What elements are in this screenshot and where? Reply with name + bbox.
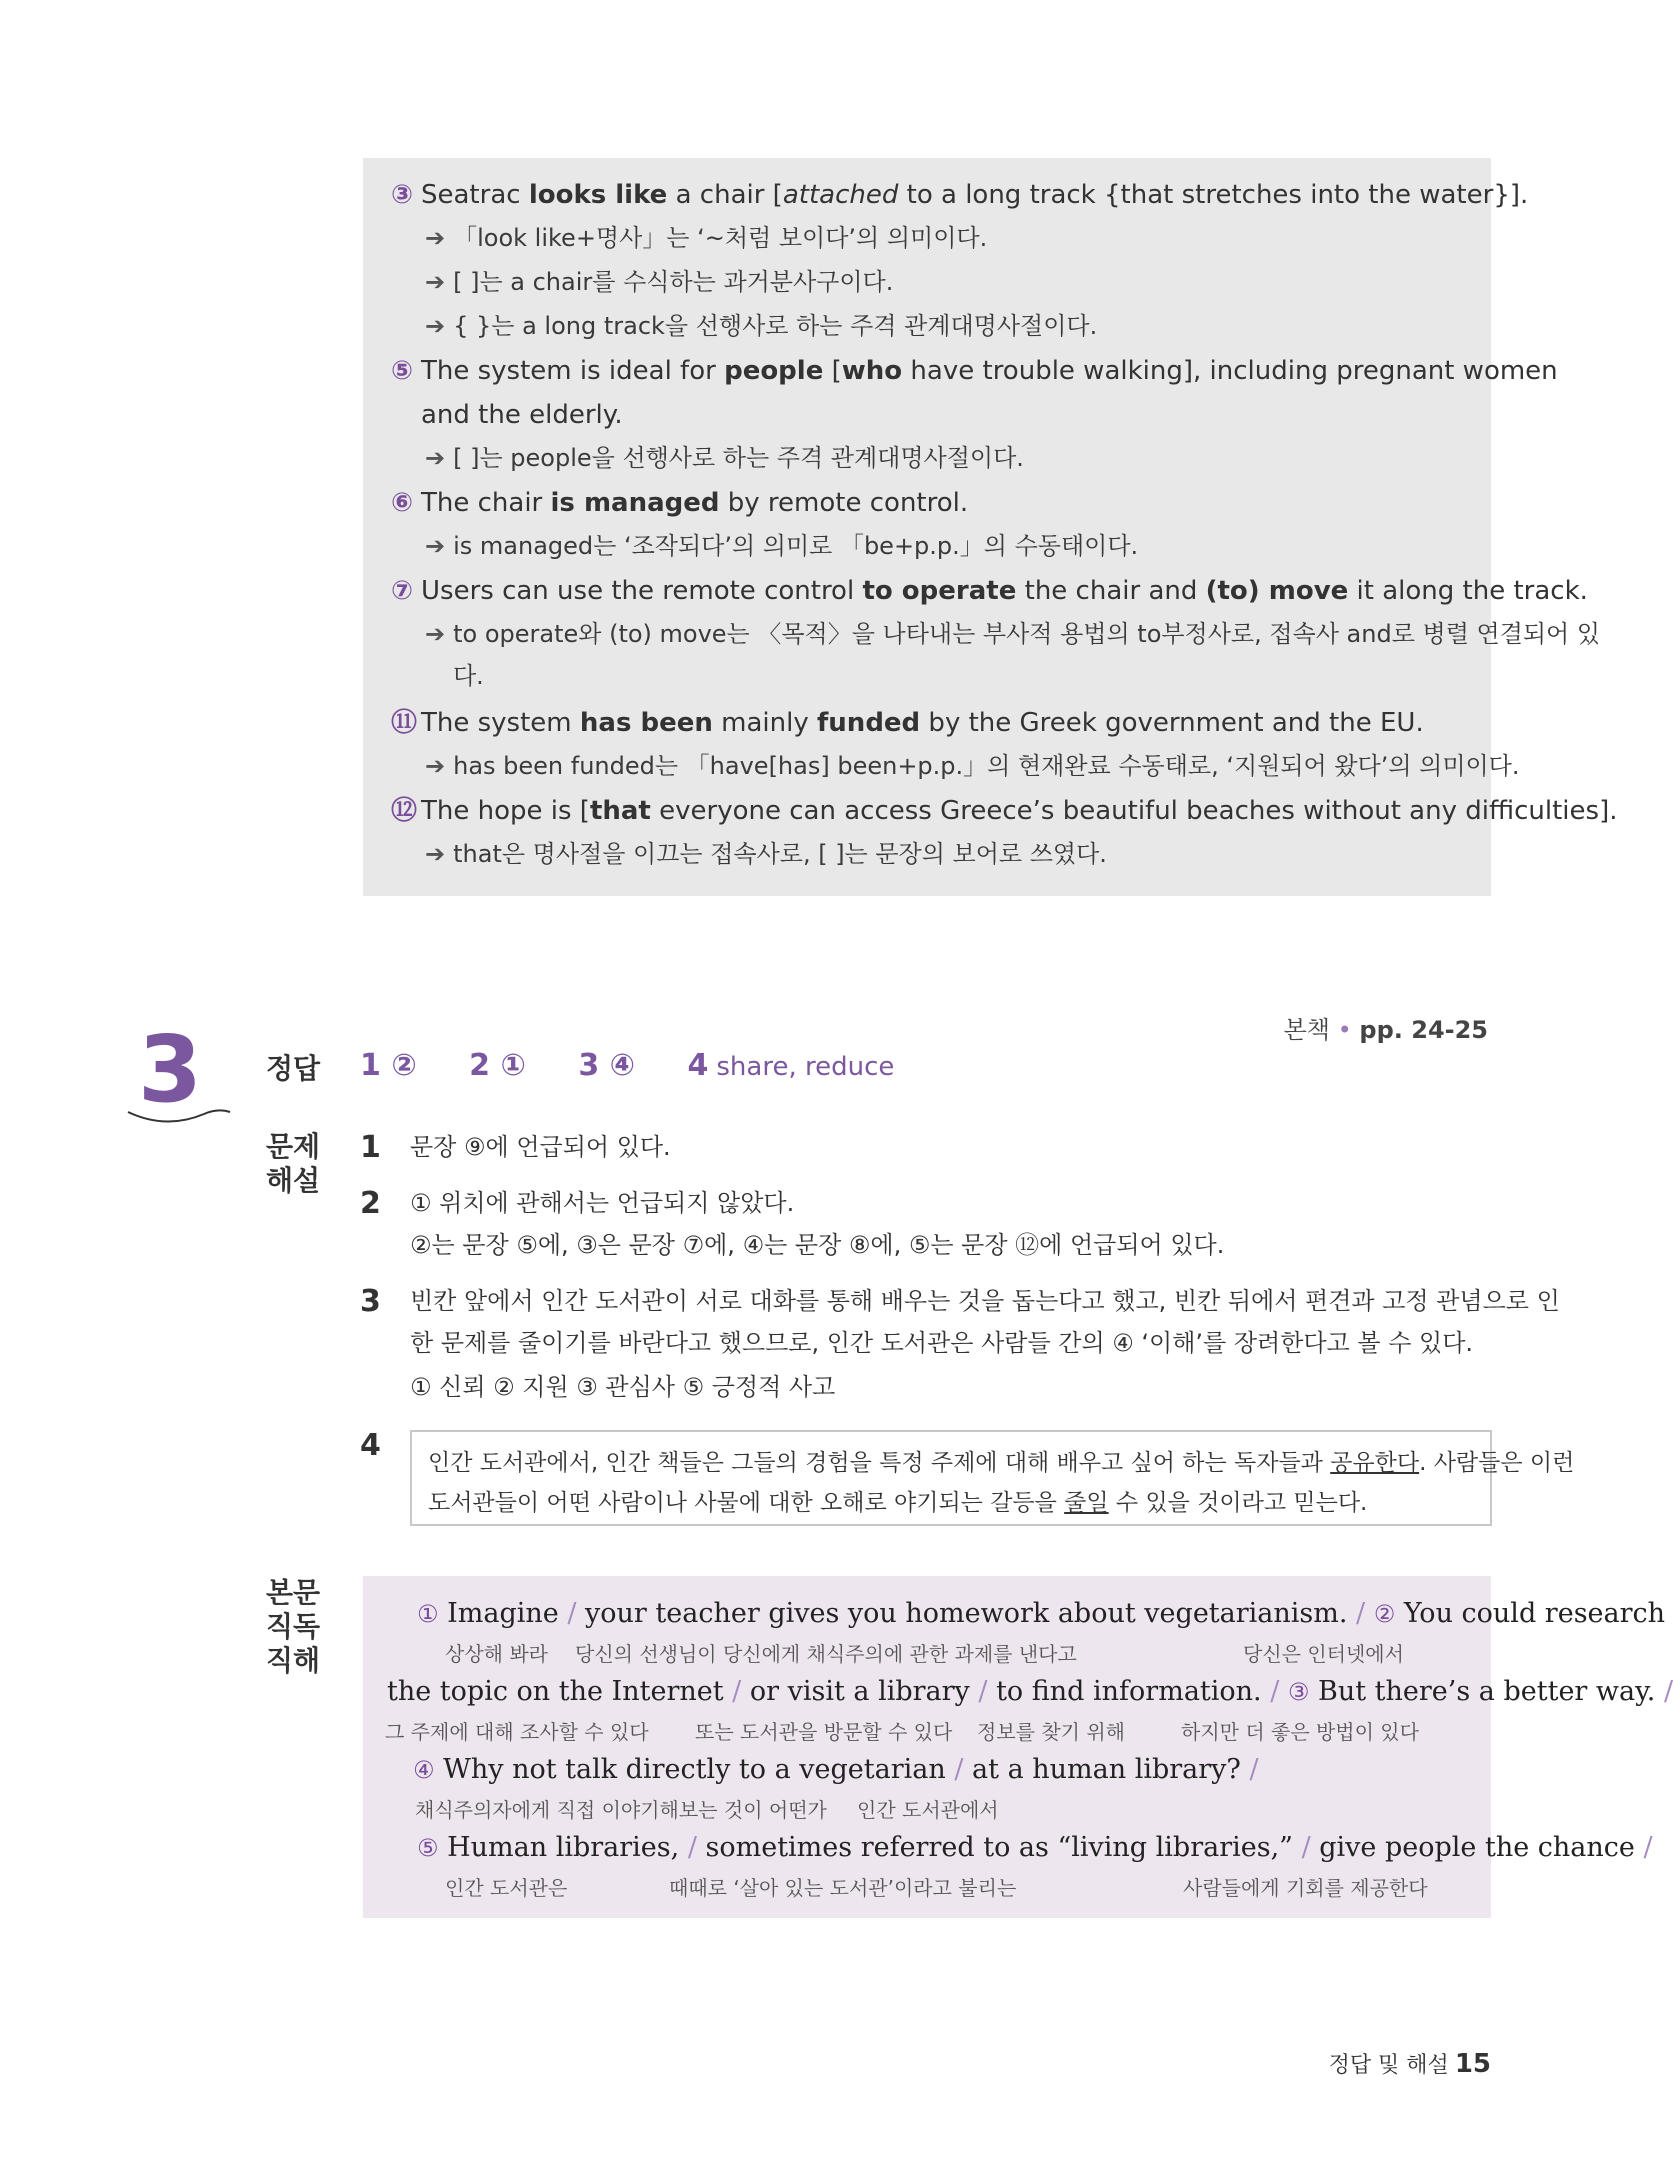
grammar-note: ➔ to operate와 (to) move는 〈목적〉을 나타내는 부사적 용법의 to부정사로, 접속사 and로 병렬 연결되어 있: [425, 620, 1601, 648]
reading-label: 본문 직독 직해: [266, 1576, 321, 1677]
gloss-text: 인간 도서관은: [445, 1876, 568, 1900]
arrow-icon: ➔: [425, 532, 446, 560]
reading-line: the topic on the Internet / or visit a library / to find information. / ③ But there’s a better way. /: [387, 1676, 1673, 1707]
summary-answer-box: [410, 1430, 1575, 1526]
reading-line: ⑤ Human libraries, / sometimes referred to as “living libraries,” / give people the chance /: [417, 1832, 1653, 1863]
bullet-dot-icon: •: [1337, 1016, 1352, 1044]
grammar-sentence-11: ⑪ The system has been mainly funded by the Greek government and the EU.: [391, 708, 1424, 738]
explanation-text: 빈칸 앞에서 인간 도서관이 서로 대화를 통해 배우는 것을 돕는다고 했고, 빈칸 뒤에서 편견과 고정 관념으로 인: [410, 1287, 1560, 1315]
question-number: 1: [360, 1130, 381, 1165]
sentence-number: ⑦: [391, 576, 414, 606]
gloss-text: 상상해 봐라: [445, 1642, 548, 1666]
answers-label: 정답: [266, 1052, 321, 1085]
grammar-note-continuation: 다.: [453, 662, 484, 690]
gloss-text: 정보를 찾기 위해: [977, 1720, 1125, 1744]
answer-4: 4 share, reduce: [687, 1048, 895, 1083]
arrow-icon: ➔: [425, 840, 446, 868]
summary-line: 도서관들이 어떤 사람이나 사물에 대한 오해로 야기되는 갈등을 줄일 수 있을 것이라고 믿는다.: [428, 1490, 1368, 1516]
arrow-icon: ➔: [425, 224, 446, 252]
grammar-note: ➔ 「look like+명사」는 ‘~처럼 보이다’의 의미이다.: [425, 224, 988, 252]
answer-1: 1 ②: [360, 1048, 417, 1083]
grammar-sentence-3: ③ Seatrac looks like a chair [attached to a long track {that stretches into the water}].: [391, 180, 1529, 210]
grammar-note: ➔ [ ]는 a chair를 수식하는 과거분사구이다.: [425, 268, 894, 296]
gloss-text: 하지만 더 좋은 방법이 있다: [1181, 1720, 1419, 1744]
gloss-text: 또는 도서관을 방문할 수 있다: [695, 1720, 953, 1744]
grammar-sentence-5: ⑤ The system is ideal for people [who have trouble walking], including pregnant women: [391, 356, 1558, 386]
sentence-number: ③: [391, 180, 414, 210]
sentence-number: ⑫: [391, 796, 418, 826]
question-number: 4: [360, 1428, 381, 1463]
answer-3: 3 ④: [578, 1048, 636, 1083]
reading-line: ④ Why not talk directly to a vegetarian / at a human library? /: [413, 1754, 1259, 1785]
sentence-number: ⑪: [391, 708, 418, 738]
grammar-note: ➔ is managed는 ‘조작되다’의 의미로 「be+p.p.」의 수동태이다.: [425, 532, 1139, 560]
reading-translation-box: [363, 1576, 1673, 1918]
gloss-text: 인간 도서관에서: [857, 1798, 999, 1822]
answer-list: [360, 1048, 978, 1083]
summary-line: 인간 도서관에서, 인간 책들은 그들의 경험을 특정 주제에 대해 배우고 싶어 하는 독자들과 공유한다. 사람들은 이런: [428, 1450, 1575, 1476]
explanation-text: ① 신뢰 ② 지원 ③ 관심사 ⑤ 긍정적 사고: [410, 1373, 836, 1401]
grammar-note: ➔ [ ]는 people을 선행사로 하는 주격 관계대명사절이다.: [425, 444, 1024, 472]
arrow-icon: ➔: [425, 444, 446, 472]
page-number: 15: [1454, 2049, 1491, 2079]
swoosh-decoration-icon: [126, 1104, 236, 1134]
page-footer: 정답 및 해설 15: [1328, 2049, 1491, 2079]
grammar-note: ➔ { }는 a long track을 선행사로 하는 주격 관계대명사절이다.: [425, 312, 1098, 340]
gloss-text: 때때로 ‘살아 있는 도서관’이라고 불리는: [669, 1876, 1017, 1900]
page-reference: 본책 • pp. 24-25: [1283, 1016, 1488, 1044]
arrow-icon: ➔: [425, 752, 446, 780]
explanation-text: ① 위치에 관해서는 언급되지 않았다.: [410, 1189, 795, 1217]
grammar-notes-box: [363, 158, 1618, 896]
grammar-sentence-12: ⑫ The hope is [that everyone can access Greece’s beautiful beaches without any difficulties].: [391, 796, 1618, 826]
arrow-icon: ➔: [425, 268, 446, 296]
question-number: 2: [360, 1186, 381, 1221]
answer-2: 2 ①: [469, 1048, 526, 1083]
arrow-icon: ➔: [425, 620, 446, 648]
grammar-note: ➔ has been funded는 「have[has] been+p.p.」의 현재완료 수동태로, ‘지원되어 왔다’의 의미이다.: [425, 752, 1520, 780]
gloss-text: 당신은 인터넷에서: [1243, 1642, 1404, 1666]
gloss-text: 당신의 선생님이 당신에게 채식주의에 관한 과제를 낸다고: [575, 1642, 1077, 1666]
grammar-sentence-7: ⑦ Users can use the remote control to operate the chair and (to) move it along the track.: [391, 576, 1588, 606]
explanation-text: 한 문제를 줄이기를 바란다고 했으므로, 인간 도서관은 사람들 간의 ④ ‘이해’를 장려한다고 볼 수 있다.: [410, 1329, 1474, 1357]
gloss-text: 사람들에게 기회를 제공한다: [1183, 1876, 1428, 1900]
arrow-icon: ➔: [425, 312, 446, 340]
reading-line: ① Imagine / your teacher gives you homework about vegetarianism. / ② You could research: [417, 1598, 1666, 1629]
gloss-text: 채식주의자에게 직접 이야기해보는 것이 어떤가: [415, 1798, 827, 1822]
sentence-number: ⑤: [391, 356, 414, 386]
grammar-sentence-6: ⑥ The chair is managed by remote control.: [391, 488, 969, 518]
grammar-note: ➔ that은 명사절을 이끄는 접속사로, [ ]는 문장의 보어로 쓰였다.: [425, 840, 1107, 868]
gloss-text: 그 주제에 대해 조사할 수 있다: [385, 1720, 649, 1744]
explanation-label: 문제 해설: [266, 1130, 321, 1197]
unit-number: 3: [138, 1016, 203, 1123]
grammar-sentence-continuation: and the elderly.: [421, 400, 623, 430]
sentence-number: ⑥: [391, 488, 414, 518]
explanation-text: 문장 ⑨에 언급되어 있다.: [410, 1133, 671, 1161]
explanation-text: ②는 문장 ⑤에, ③은 문장 ⑦에, ④는 문장 ⑧에, ⑤는 문장 ⑫에 언급되어 있다.: [410, 1231, 1225, 1259]
question-number: 3: [360, 1284, 381, 1319]
